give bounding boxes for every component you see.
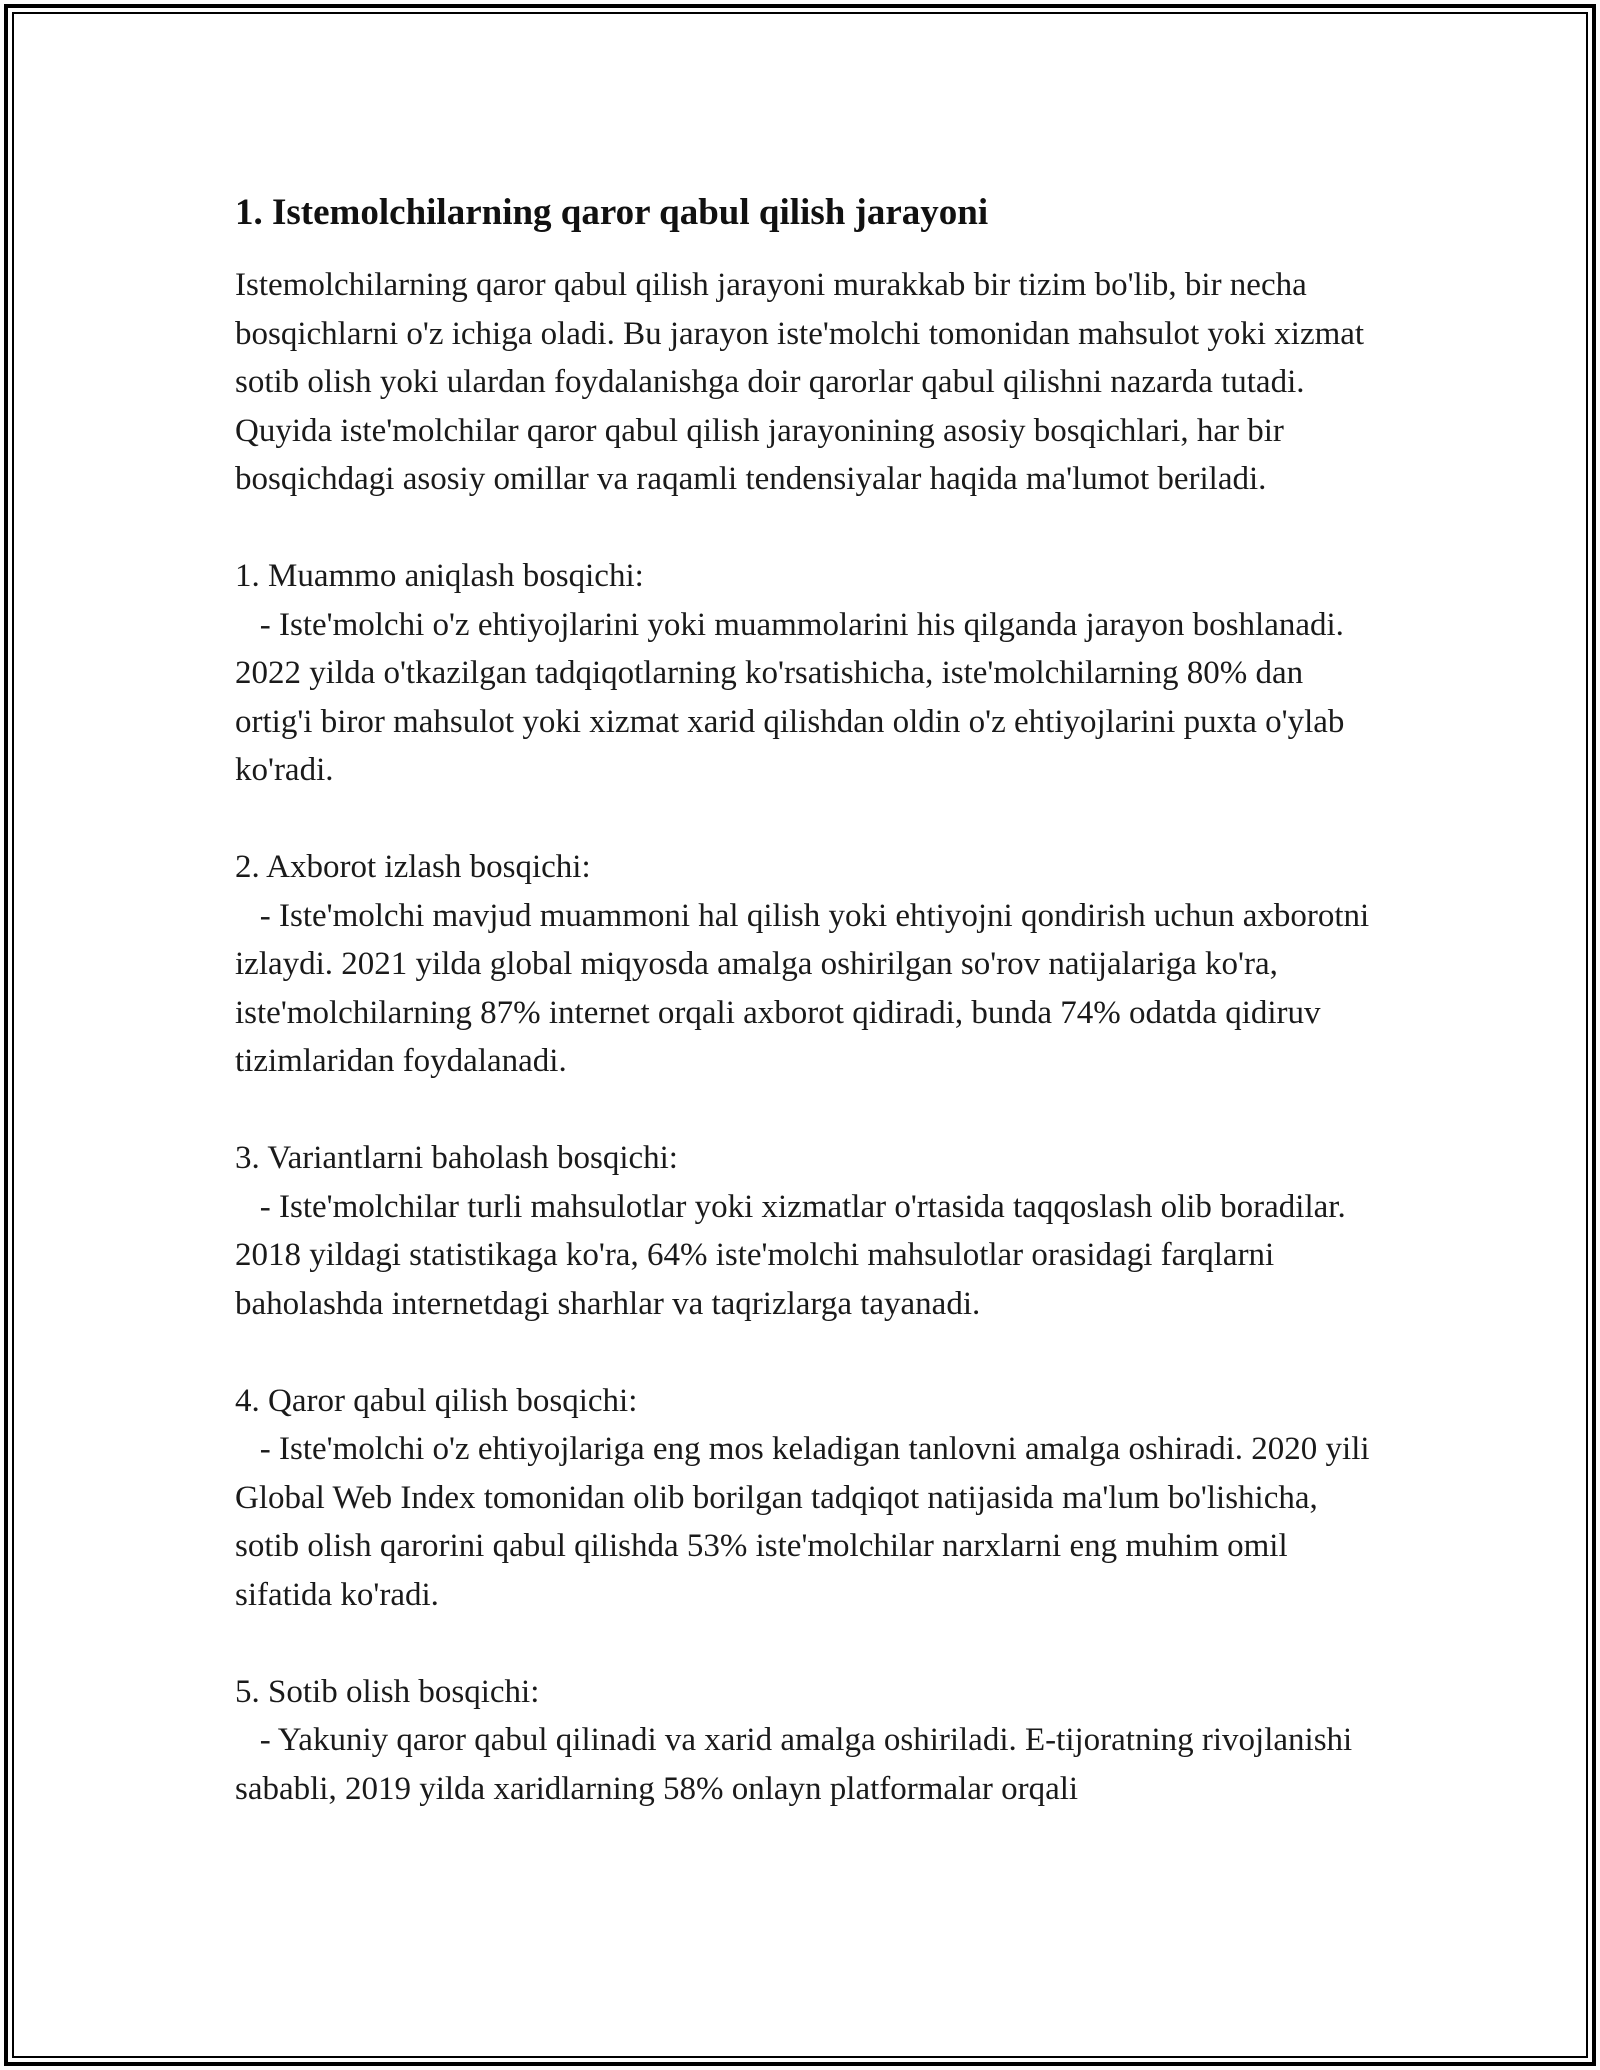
section-heading: 1. Istemolchilarning qaror qabul qilish jarayoni xyxy=(235,192,989,233)
step-evaluation-of-alternatives xyxy=(235,1134,1375,1328)
step-purchase xyxy=(235,1668,1375,1814)
step-title: 3. Variantlarni baholash bosqichi: xyxy=(235,1140,678,1176)
step-information-search xyxy=(235,843,1378,1086)
step-title: 2. Axborot izlash bosqichi: xyxy=(235,849,591,885)
step-body: - Iste'molchi mavjud muammoni hal qilish yoki ehtiyojni qondirish uchun axborotni izlaydi. 2021 yilda global miqyosda amalga oshirilgan so'rov natijalariga ko'ra, iste'molchilarning 87% internet orqali axborot qidiradi, bunda 74% odatda qidiruv tizimlaridan foydalanadi. xyxy=(235,897,1378,1079)
step-title: 5. Sotib olish bosqichi: xyxy=(235,1673,540,1710)
step-body: - Iste'molchi o'z ehtiyojlarini yoki muammolarini his qilganda jarayon boshlanadi. 2022 yilda o'tkazilgan tadqiqotlarning ko'rsatishicha, iste'molchilarning 80% dan ortig'i biror mahsulot yoki xizmat xarid qilishdan oldin o'z ehtiyojlarini puxta o'ylab ko'radi. xyxy=(235,606,1353,788)
step-body: - Iste'molchi o'z ehtiyojlariga eng mos keladigan tanlovni amalga oshiradi. 2020 yili Global Web Index tomonidan olib borilgan tadqiqot natijasida ma'lum bo'lishicha, sotib olish qarorini qabul qilishda 53% iste'molchilar narxlarni eng muhim omil sifatida ko'radi. xyxy=(235,1431,1378,1613)
step-title: 1. Muammo aniqlash bosqichi: xyxy=(235,558,644,594)
intro-paragraph: Istemolchilarning qaror qabul qilish jarayoni murakkab bir tizim bo'lib, bir necha bosqichlarni o'z ichiga oladi. Bu jarayon iste'molchi tomonidan mahsulot yoki xizmat sotib olish yoki ulardan foydalanishga doir qarorlar qabul qilishni nazarda tutadi. Quyida iste'molchilar qaror qabul qilish jarayonining asosiy bosqichlari, har bir bosqichdagi asosiy omillar va raqamli tendensiyalar haqida ma'lumot beriladi. xyxy=(235,267,1365,497)
step-purchase-decision xyxy=(235,1377,1378,1620)
step-body: - Yakuniy qaror qabul qilinadi va xarid amalga oshiriladi. E-tijoratning rivojlanishi sababli, 2019 yilda xaridlarning 58% onlayn platformalar orqali xyxy=(235,1722,1361,1807)
step-problem-recognition xyxy=(235,552,1375,795)
step-body: - Iste'molchilar turli mahsulotlar yoki xizmatlar o'rtasida taqqoslash olib boradilar. 2018 yildagi statistikaga ko'ra, 64% iste'molchi mahsulotlar orasidagi farqlarni baholashda internetdagi sharhlar va taqrizlarga tayanadi. xyxy=(235,1188,1354,1322)
document-content xyxy=(235,185,1378,1813)
step-title: 4. Qaror qabul qilish bosqichi: xyxy=(235,1382,638,1419)
